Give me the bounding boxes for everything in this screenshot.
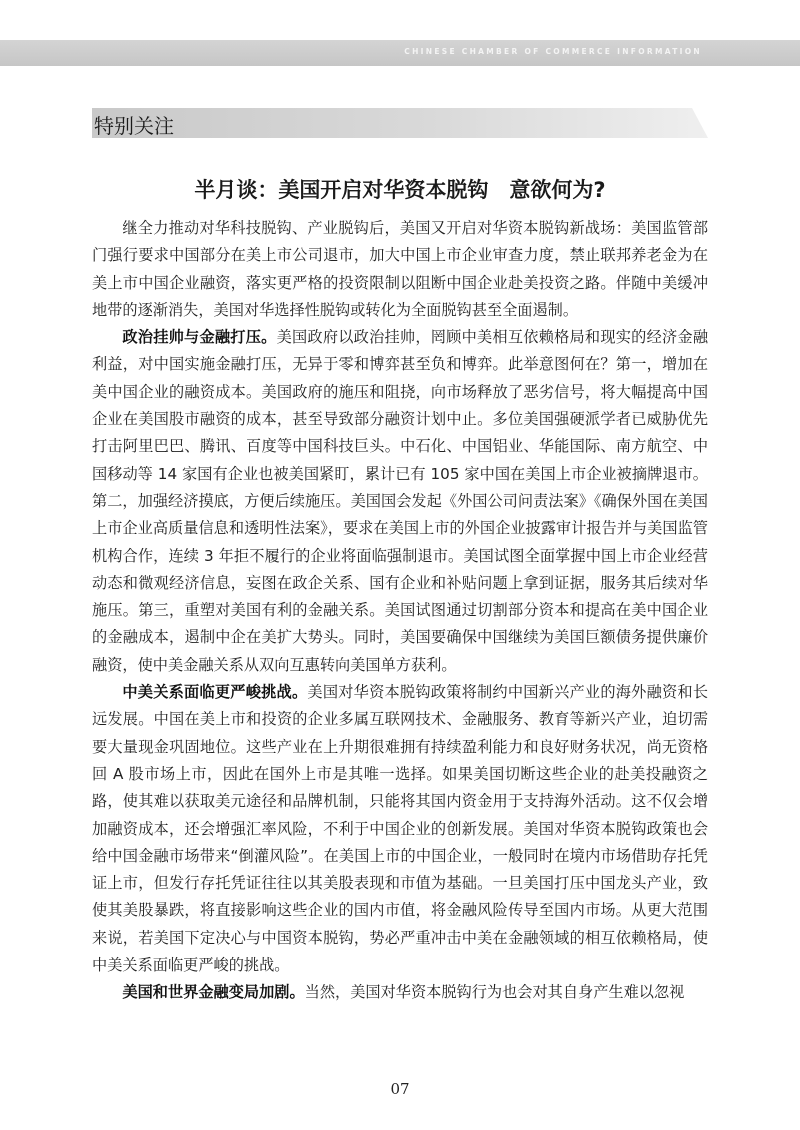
article-body: [92, 215, 708, 1007]
paragraph-world-finance: [92, 979, 708, 1006]
header-band: [0, 40, 800, 66]
paragraph-lead: 中美关系面临更严峻挑战。: [122, 683, 308, 702]
article-title: 半月谈：美国开启对华资本脱钩 意欲何为?: [194, 178, 606, 202]
paragraph-text: 当然，美国对华资本脱钩行为也会对其自身产生难以忽视: [304, 983, 685, 1002]
paragraph-intro: [92, 215, 708, 324]
paragraph-lead: 美国和世界金融变局加剧。: [122, 983, 305, 1002]
section-heading-bar: [92, 108, 708, 138]
publication-name: CHINESE CHAMBER OF COMMERCE INFORMATION: [404, 47, 702, 56]
paragraph-relations-challenge: [92, 679, 708, 979]
section-title: 特别关注: [94, 114, 174, 138]
page-number: 07: [390, 1080, 410, 1098]
paragraph-text: 美国政府以政治挂帅，罔顾中美相互依赖格局和现实的经济金融利益，对中国实施金融打压，无异于零和博弈甚至负和博弈。此举意图何在？第一，增加在美中国企业的融资成本。美国政府的施压和阻挠，向市场释放了恶劣信号，将大幅提高中国企业在美国股市融资的成本，甚至导致部分融资计划中止。多位美国强硬派学者已威胁优先打击阿里巴巴、腾讯、百度等中国科技巨头。中石化、中国铝业、华能国际、南方航空、中国移动等 14 家国有企业也被美国紧盯，累计已有 105 家中国在美国上市企业被摘牌退市。第二，加强经济摸底，方便后续施压。美国国会发起《外国公司问责法案》《确保外国在美国上市企业高质量信息和透明性法案》，要求在美国上市的外国企业披露审计报告并与美国监管机构合作，连续 3 年拒不履行的企业将面临强制退市。美国试图全面掌握中国上市企业经营动态和微观经济信息，妄图在政企关系、国有企业和补贴问题上拿到证据，服务其后续对华施压。第三，重塑对美国有利的金融关系。美国试图通过切割部分资本和提高在美中国企业的金融成本，遏制中企在美扩大势头。同时，美国要确保中国继续为美国巨额债务提供廉价融资，使中美金融关系从双向互惠转向美国单方获利。: [92, 328, 709, 674]
paragraph-political-pressure: [92, 324, 708, 679]
paragraph-text: 美国对华资本脱钩政策将制约中国新兴产业的海外融资和长远发展。中国在美上市和投资的企业多属互联网技术、金融服务、教育等新兴产业，迫切需要大量现金巩固地位。这些产业在上升期很难拥有持续盈利能力和良好财务状况，尚无资格回 A 股市场上市，因此在国外上市是其唯一选择。如果美国切断这些企业的赴美投融资之路，使其难以获取美元途径和品牌机制，只能将其国内资金用于支持海外活动。这不仅会增加融资成本，还会增强汇率风险，不利于中国企业的创新发展。美国对华资本脱钩政策也会给中国金融市场带来“倒灌风险”。在美国上市的中国企业，一般同时在境内市场借助存托凭证上市，但发行存托凭证往往以其美股表现和市值为基础。一旦美国打压中国龙头产业，致使其美股暴跌，将直接影响这些企业的国内市值，将金融风险传导至国内市场。从更大范围来说，若美国下定决心与中国资本脱钩，势必严重冲击中美在金融领域的相互依赖格局，使中美关系面临更严峻的挑战。: [92, 683, 709, 975]
paragraph-lead: 政治挂帅与金融打压。: [122, 328, 277, 347]
paragraph-text: 继全力推动对华科技脱钩、产业脱钩后，美国又开启对华资本脱钩新战场：美国监管部门强行要求中国部分在美上市公司退市，加大中国上市企业审查力度，禁止联邦养老金为在美上市中国企业融资，落实更严格的投资限制以阻断中国企业赴美投资之路。伴随中美缓冲地带的逐渐消失，美国对华选择性脱钩或转化为全面脱钩甚至全面遏制。: [92, 219, 708, 319]
